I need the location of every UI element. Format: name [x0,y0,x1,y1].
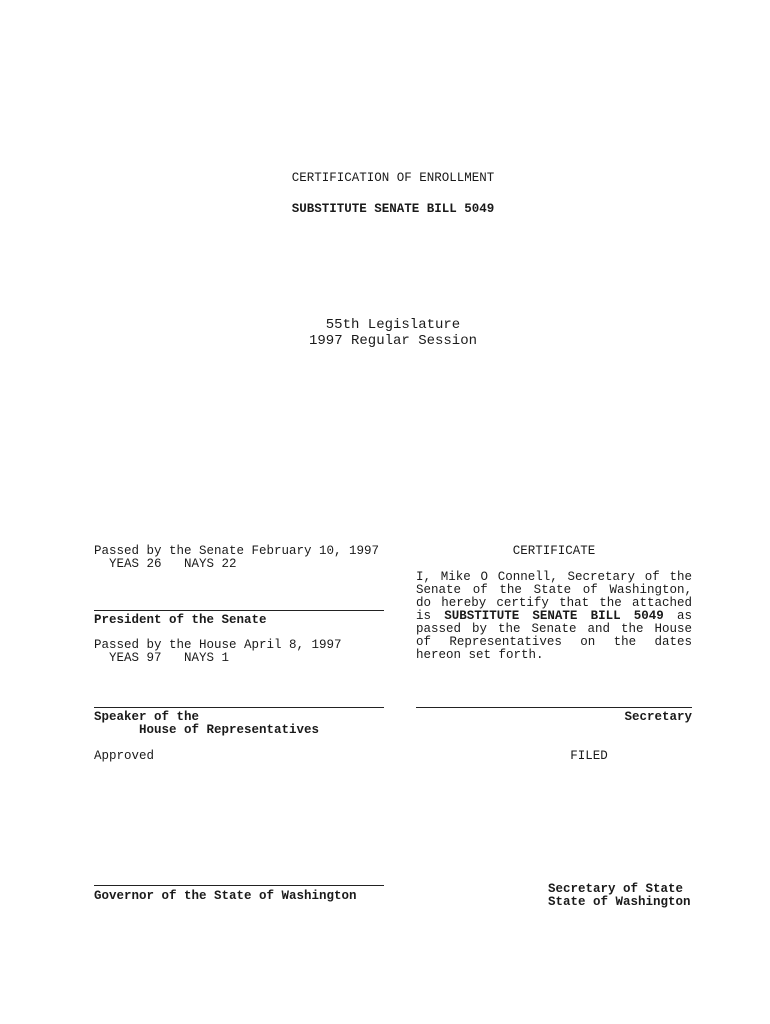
filed-label: FILED [570,749,608,763]
secretary-of-state-label: Secretary of State [548,882,684,896]
approved-label: Approved [94,749,155,763]
governor-signature-line [94,885,384,886]
senate-vote-tally: YEAS 26 NAYS 22 [94,557,237,571]
speaker-signature-label-2: House of Representatives [94,723,320,737]
certificate-bill-reference: SUBSTITUTE SENATE BILL 5049 [444,609,664,623]
speaker-signature-line [94,707,384,708]
house-passed-line: Passed by the House April 8, 1997 [94,638,342,652]
certificate-heading: CERTIFICATE [512,544,596,558]
president-signature-line [94,610,384,611]
secretary-signature-line [416,707,692,708]
speaker-signature-label-1: Speaker of the [94,710,200,724]
governor-signature-label: Governor of the State of Washington [94,889,357,903]
president-signature-label: President of the Senate [94,613,267,627]
house-vote-tally: YEAS 97 NAYS 1 [94,651,230,665]
session-label: 1997 Regular Session [308,333,478,349]
state-of-washington-label: State of Washington [548,895,691,909]
bill-title: SUBSTITUTE SENATE BILL 5049 [291,202,495,216]
legislature-label: 55th Legislature [325,317,461,333]
senate-passed-line: Passed by the Senate February 10, 1997 [94,544,380,558]
certification-heading: CERTIFICATION OF ENROLLMENT [291,171,495,185]
certificate-text-closing: as passed by the Senate and the House of Representatives on the dates hereon set forth. [416,609,692,662]
secretary-signature-label: Secretary [624,710,692,724]
certificate-text-intro: I, Mike O Connell, Secretary of the Senate of the State of Washington, do hereby certify that the attached is [416,570,692,623]
certificate-text [416,571,692,662]
